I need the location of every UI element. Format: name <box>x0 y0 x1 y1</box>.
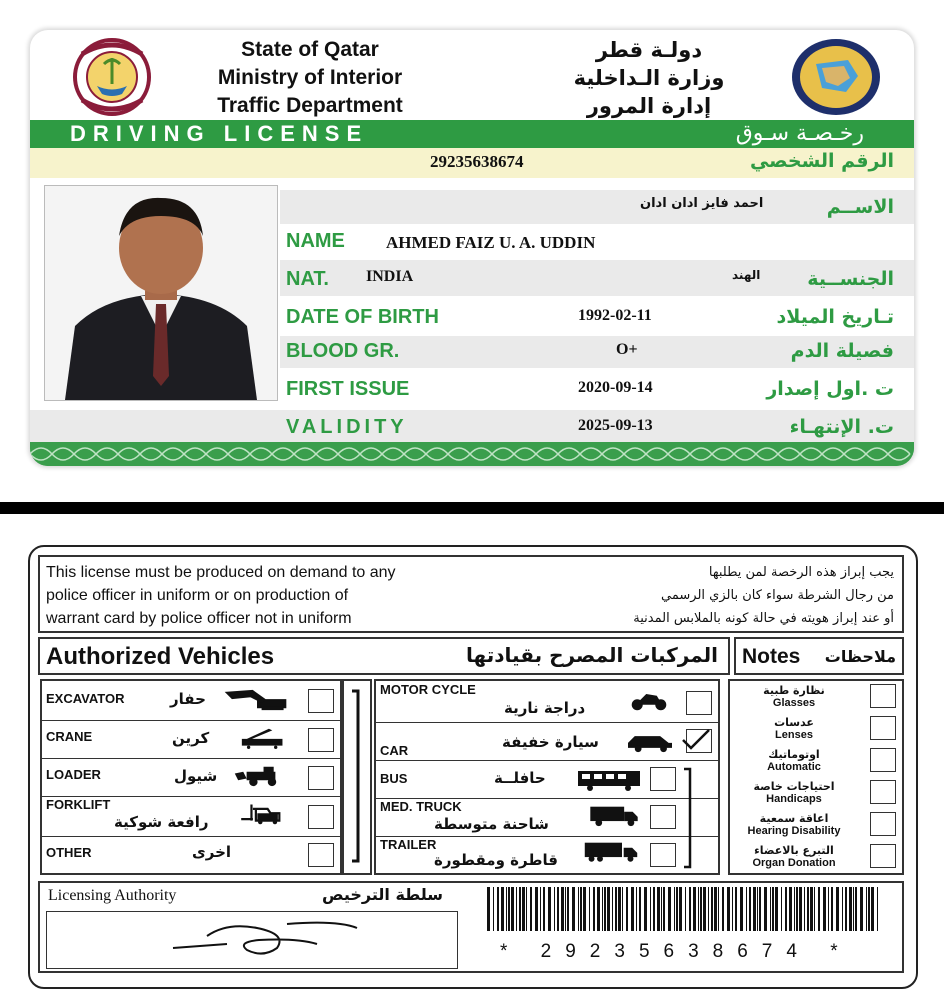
barcode-bar <box>685 887 686 931</box>
driving-license-band <box>30 120 914 148</box>
barcode-bar <box>612 887 613 931</box>
barcode-bar <box>516 887 517 931</box>
gcc-emblem-icon <box>788 36 884 118</box>
barcode <box>485 887 885 931</box>
barcode-bar <box>785 887 787 931</box>
notes-title-en: Notes <box>742 645 801 668</box>
barcode-bar <box>626 887 628 931</box>
car-checkbox[interactable] <box>686 729 712 753</box>
crane-checkbox[interactable] <box>308 728 334 752</box>
barcode-bar <box>657 887 660 931</box>
barcode-bar <box>836 887 839 931</box>
barcode-bar <box>727 887 730 931</box>
barcode-bar <box>604 887 606 931</box>
bracket-box <box>342 679 372 875</box>
barcode-bar <box>799 887 802 931</box>
note-lenses: عدسات Lenses <box>730 713 902 747</box>
barcode-bar <box>511 887 514 931</box>
motorcycle-checkbox[interactable] <box>686 691 712 715</box>
authority-label-en: Licensing Authority <box>48 887 177 904</box>
barcode-bar <box>593 887 595 931</box>
holder-photo <box>44 185 278 401</box>
crane-icon <box>234 727 292 749</box>
dob-row <box>280 300 914 334</box>
barcode-bar <box>828 887 829 931</box>
car-icon <box>622 731 678 753</box>
notice-arabic: يجب إبراز هذه الرخصة لمن يطلبها من رجال الشرطة سواء كان بالزي الرسمي أو عند إبراز هويته في حالة كونه بالملابس المدنية <box>633 565 894 626</box>
barcode-bar <box>722 887 724 931</box>
authorized-title-box <box>38 637 730 675</box>
vehicle-row-crane: CRANE كرين <box>42 721 340 759</box>
excavator-checkbox[interactable] <box>308 689 334 713</box>
blood-label-ar: فصيلة الدم <box>790 340 894 362</box>
band-title-en: DRIVING LICENSE <box>70 121 369 146</box>
barcode-bar <box>849 887 852 931</box>
note-automatic: اوتوماتيك Automatic <box>730 745 902 779</box>
barcode-bar <box>698 887 699 931</box>
barcode-bar <box>711 887 713 931</box>
barcode-bar <box>636 887 637 931</box>
forklift-checkbox[interactable] <box>308 805 334 829</box>
other-checkbox[interactable] <box>308 843 334 867</box>
notice-box <box>38 555 904 633</box>
vehicle-row-medtruck: MED. TRUCK شاحنة متوسطة <box>376 799 718 837</box>
barcode-bar <box>561 887 564 931</box>
loader-icon <box>228 765 294 787</box>
bus-checkbox[interactable] <box>650 767 676 791</box>
barcode-bar <box>519 887 521 931</box>
barcode-bar <box>718 887 719 931</box>
barcode-bar <box>772 887 774 931</box>
trailer-icon <box>578 841 644 863</box>
barcode-bar <box>644 887 647 931</box>
lenses-checkbox[interactable] <box>870 716 896 740</box>
issue-label: FIRST ISSUE <box>286 378 410 400</box>
barcode-bar <box>679 887 682 931</box>
barcode-bar <box>823 887 826 931</box>
vehicle-row-excavator: EXCAVATOR حفار <box>42 681 340 721</box>
first-issue-date: 2020-09-14 <box>578 379 653 396</box>
barcode-bar <box>557 887 559 931</box>
barcode-bar <box>676 887 678 931</box>
barcode-bar <box>548 887 551 931</box>
barcode-bar <box>663 887 665 931</box>
barcode-bar <box>631 887 634 931</box>
barcode-bar <box>753 887 756 931</box>
name-english: AHMED FAIZ U. A. UDDIN <box>386 233 596 252</box>
barcode-digits: * 29235638674 * <box>500 941 852 962</box>
bracket-right-icon <box>680 765 696 871</box>
header-arabic: دولـة قطر وزارة الـداخلية إدارة المرور <box>573 38 725 118</box>
id-row <box>30 148 914 178</box>
trailer-checkbox[interactable] <box>650 843 676 867</box>
barcode-bar <box>845 887 847 931</box>
name-row <box>280 226 914 258</box>
blood-group: O+ <box>616 341 638 358</box>
notes-title-box <box>734 637 904 675</box>
barcode-bar <box>740 887 743 931</box>
barcode-bar <box>487 887 490 931</box>
nationality-row <box>280 260 914 296</box>
note-handicaps: احتياجات خاصة Handicaps <box>730 777 902 811</box>
band-title-ar: رخـصـة سـوق <box>735 121 864 146</box>
bus-icon <box>576 769 642 791</box>
barcode-bar <box>607 887 610 931</box>
medtruck-checkbox[interactable] <box>650 805 676 829</box>
barcode-bar <box>540 887 541 931</box>
barcode-bar <box>789 887 792 931</box>
barcode-bar <box>661 887 662 931</box>
note-glasses: نظارة طبية Glasses <box>730 681 902 715</box>
vehicle-row-other: OTHER اخرى <box>42 837 340 873</box>
vehicle-row-motorcycle: MOTOR CYCLE دراجة نارية <box>376 681 718 723</box>
barcode-bar <box>602 887 603 931</box>
vehicles-right-box <box>374 679 720 875</box>
barcode-bar <box>732 887 733 931</box>
nationality-en: INDIA <box>366 268 414 285</box>
barcode-bar <box>804 887 805 931</box>
barcode-bar <box>714 887 717 931</box>
validity-label-ar: ت. الإنتهـاء <box>789 416 894 438</box>
license-front <box>30 30 914 466</box>
barcode-bar <box>818 887 820 931</box>
header-english: State of Qatar Ministry of Interior Traffic Department <box>217 38 403 117</box>
name-arabic: احمد فايز ادان ادان <box>640 196 764 211</box>
barcode-bar <box>842 887 843 931</box>
vehicle-row-forklift: FORKLIFT رافعة شوكية <box>42 797 340 837</box>
barcode-bar <box>700 887 702 931</box>
barcode-bar <box>693 887 696 931</box>
vehicle-row-trailer: TRAILER قاطرة ومقطورة <box>376 837 718 873</box>
barcode-bar <box>653 887 655 931</box>
barcode-bar <box>583 887 586 931</box>
barcode-bar <box>735 887 737 931</box>
barcode-bar <box>866 887 867 931</box>
validity-row <box>30 410 914 444</box>
blood-row <box>280 336 914 368</box>
barcode-bar <box>757 887 758 931</box>
organ-checkbox[interactable] <box>870 844 896 868</box>
name-arabic-row <box>280 190 914 224</box>
barcode-bar <box>535 887 538 931</box>
name-label-ar: الاســم <box>826 196 894 218</box>
barcode-bar <box>796 887 798 931</box>
decorative-pattern <box>30 442 914 466</box>
barcode-bar <box>530 887 532 931</box>
barcode-bar <box>749 887 751 931</box>
barcode-bar <box>597 887 600 931</box>
truck-icon <box>584 805 644 827</box>
barcode-bar <box>567 887 569 931</box>
barcode-bar <box>668 887 671 931</box>
barcode-bar <box>831 887 833 931</box>
barcode-bar <box>689 887 691 931</box>
id-label-ar: الرقم الشخصي <box>749 150 894 172</box>
barcode-bar <box>543 887 545 931</box>
barcode-bar <box>868 887 870 931</box>
barcode-bar <box>764 887 767 931</box>
barcode-bar <box>501 887 504 931</box>
authorized-title-ar: المركبات المصرح بقيادتها <box>466 643 718 667</box>
excavator-icon <box>222 689 292 711</box>
barcode-bar <box>810 887 813 931</box>
barcode-bar <box>554 887 555 931</box>
blood-label: BLOOD GR. <box>286 340 400 362</box>
signature-image <box>167 914 367 964</box>
barcode-bar <box>589 887 590 931</box>
barcode-bar <box>572 887 575 931</box>
motorcycle-icon <box>626 689 672 711</box>
barcode-bar <box>703 887 706 931</box>
barcode-bar <box>674 887 675 931</box>
barcode-bar <box>615 887 617 931</box>
handicaps-checkbox[interactable] <box>870 780 896 804</box>
nationality-ar: الهند <box>732 268 761 282</box>
barcode-bar <box>775 887 778 931</box>
notes-box <box>728 679 904 875</box>
barcode-bar <box>622 887 623 931</box>
barcode-bar <box>794 887 795 931</box>
authority-label-ar: سلطة الترخيص <box>322 885 443 904</box>
nat-label-ar: الجنســية <box>807 268 894 290</box>
barcode-bar <box>746 887 747 931</box>
barcode-bar <box>855 887 857 931</box>
vehicle-row-car: CAR سيارة خفيفة <box>376 723 718 761</box>
barcode-bar <box>565 887 566 931</box>
barcode-bar <box>871 887 874 931</box>
barcode-bar <box>618 887 621 931</box>
vehicle-row-bus: BUS حافلــة <box>376 761 718 799</box>
personal-id-number: 29235638674 <box>430 152 524 171</box>
barcode-bar <box>650 887 651 931</box>
validity-date: 2025-09-13 <box>578 417 653 434</box>
notes-title-ar: ملاحظات <box>824 647 896 666</box>
forklift-icon <box>230 803 292 825</box>
issue-label-ar: ت .اول إصدار <box>766 378 894 400</box>
barcode-bar <box>770 887 771 931</box>
barcode-bar <box>853 887 854 931</box>
barcode-bar <box>708 887 709 931</box>
barcode-bar <box>526 887 527 931</box>
note-organ: التبرع بالاعضاء Organ Donation <box>730 841 902 875</box>
hearing-checkbox[interactable] <box>870 812 896 836</box>
glasses-checkbox[interactable] <box>870 684 896 708</box>
barcode-bar <box>860 887 863 931</box>
barcode-bar <box>522 887 525 931</box>
barcode-bar <box>759 887 761 931</box>
barcode-bar <box>506 887 507 931</box>
barcode-bar <box>493 887 494 931</box>
qatar-emblem-icon <box>62 38 162 116</box>
date-of-birth: 1992-02-11 <box>578 307 652 324</box>
vehicles-left-box <box>40 679 342 875</box>
barcode-bar <box>639 887 641 931</box>
barcode-bar <box>814 887 815 931</box>
signature-box <box>46 911 458 969</box>
barcode-bar <box>580 887 582 931</box>
vehicle-row-loader: LOADER شيول <box>42 759 340 797</box>
barcode-bar <box>877 887 878 931</box>
note-hearing: اعاقة سمعية Hearing Disability <box>730 809 902 843</box>
dob-label-ar: تـاريخ الميلاد <box>776 306 894 328</box>
bracket-icon <box>344 681 370 871</box>
dob-label: DATE OF BIRTH <box>286 306 439 328</box>
authorized-title-en: Authorized Vehicles <box>46 643 275 670</box>
checkmark-icon <box>681 728 711 752</box>
barcode-bar <box>807 887 809 931</box>
notice-english: This license must be produced on demand to any police officer in uniform or on production of warrant card by police officer not in uniform <box>46 564 396 627</box>
barcode-bar <box>781 887 782 931</box>
nat-label: NAT. <box>286 268 329 290</box>
first-issue-row <box>280 372 914 406</box>
barcode-bar <box>578 887 579 931</box>
barcode-bar <box>497 887 499 931</box>
automatic-checkbox[interactable] <box>870 748 896 772</box>
section-divider <box>0 502 944 514</box>
loader-checkbox[interactable] <box>308 766 334 790</box>
license-back <box>28 545 918 989</box>
barcode-bar <box>508 887 510 931</box>
validity-label: VALIDITY <box>286 416 408 438</box>
name-label: NAME <box>286 230 345 252</box>
